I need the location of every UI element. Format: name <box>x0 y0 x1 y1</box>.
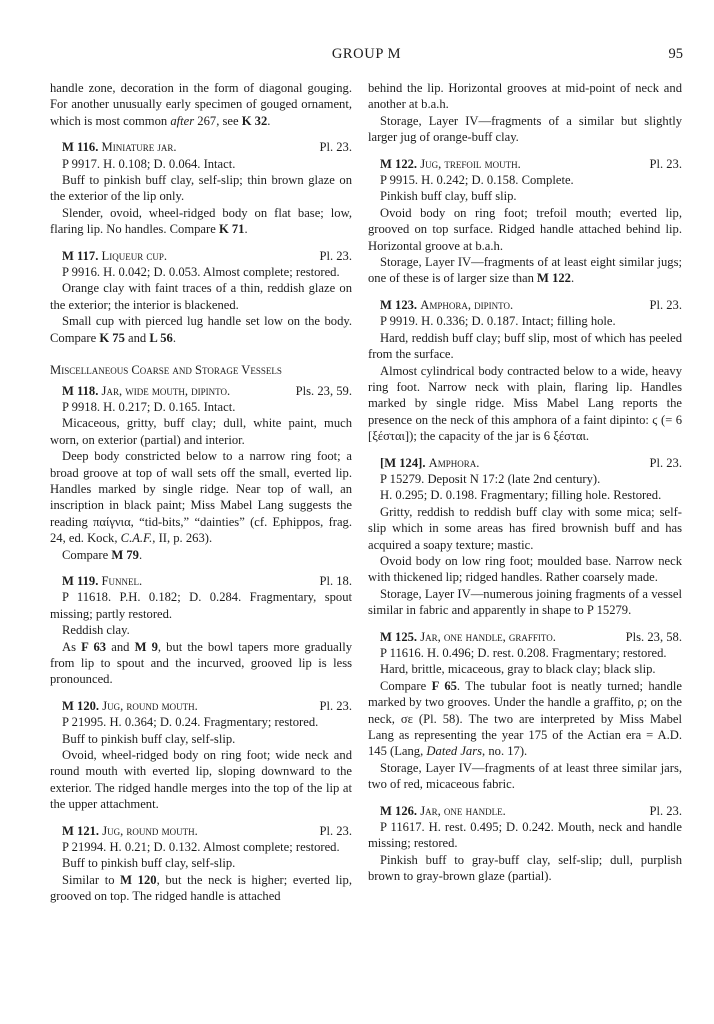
entry-heading: M 125. Jar, one handle, graffito. Pls. 23, 58. <box>380 629 682 644</box>
entry-text: Small cup with pierced lug handle set low on the body. Compare K 75 and L 56. <box>50 314 352 345</box>
entry-text: Storage, Layer IV—fragments of at least three similar jars, two of red, micaceous fabric. <box>368 760 682 792</box>
entry-m126 <box>368 803 682 885</box>
entry-m122 <box>368 156 682 287</box>
entry-m123 <box>368 297 682 445</box>
entry-text: Hard, brittle, micaceous, gray to black clay; black slip. <box>380 662 656 677</box>
entry-text: P 9917. H. 0.108; D. 0.064. Intact. <box>62 156 236 171</box>
entry-text: Buff to pinkish buff clay, self-slip. <box>62 731 236 746</box>
entry-text: Compare M 79. <box>62 547 143 562</box>
entry-text: P 9916. H. 0.042; D. 0.053. Almost complete; restored. <box>62 265 340 280</box>
entry-m118 <box>50 383 352 563</box>
entry-heading: M 117. Liqueur cup. Pl. 23. <box>62 248 352 263</box>
left-column <box>50 80 352 905</box>
entry-text: Buff to pinkish buff clay, self-slip. <box>62 856 236 871</box>
entry-m121 <box>50 823 352 905</box>
entry-text: Orange clay with faint traces of a thin, reddish glaze on the exterior; the interior is blackened. <box>50 281 352 312</box>
entry-text: Ovoid, wheel-ridged body on ring foot; wide neck and round mouth with everted lip, sloping downward to the exterior. The ridged handle merges into the top of the lip at the upper attachment. <box>50 748 352 812</box>
running-head <box>50 46 683 66</box>
entry-text: Almost cylindrical body contracted below to a wide, heavy ring foot. Narrow neck with plain, flaring lip. Handles marked by single ridge. Miss Mabel Lang reports the presence on the neck of this amphora of a faint dipinto: ϛ (= 6 [ξέσται]); the capacity of the jar is 6 ξέσται. <box>368 363 682 444</box>
entry-text: Micaceous, gritty, buff clay; dull, white paint, much worn, on exterior (partial) and interior. <box>50 416 352 447</box>
entry-m117 <box>50 248 352 346</box>
entry-text: P 15279. Deposit N 17:2 (late 2nd century). <box>380 471 601 486</box>
entry-heading: M 122. Jug, trefoil mouth. Pl. 23. <box>380 156 682 171</box>
entry-m124 <box>368 455 682 619</box>
entry-text: Compare F 65. The tubular foot is neatly turned; handle marked by two grooves. Under the handle a graffito, ρ; on the neck, σε (Pl. 58). The two are interpreted by Miss Mabel Lang as representing the year 175 of the Actian era = A.D. 145 (Lang, Dated Jars, no. 17). <box>368 678 682 759</box>
entry-text: P 21994. H. 0.21; D. 0.132. Almost complete; restored. <box>62 840 340 855</box>
entry-m125 <box>368 629 682 793</box>
page-number: 95 <box>668 46 683 62</box>
entry-heading: M 116. Miniature jar. Pl. 23. <box>62 140 352 155</box>
entry-text: P 21995. H. 0.364; D. 0.24. Fragmentary; restored. <box>62 715 319 730</box>
entry-text: Reddish clay. <box>62 623 130 638</box>
entry-text: P 9915. H. 0.242; D. 0.158. Complete. <box>380 173 574 188</box>
entry-text: Deep body constricted below to a narrow ring foot; a broad groove at top of wall sets off the small, everted lip. Handles marked by single ridge. Near top of wall, an inscription in black paint; Miss Mabel Lang suggests the reading παίγνια, “tid-bits,” “dainties” (cf. Ephippos, frag. 24, ed. Kock, C.A.F., II, p. 263). <box>50 449 352 546</box>
section-heading: Miscellaneous Coarse and Storage Vessels <box>50 363 282 378</box>
entry-heading: [M 124]. Amphora. Pl. 23. <box>380 455 682 470</box>
entry-m119 <box>50 573 352 688</box>
entry-text: Pinkish buff to gray-buff clay, self-slip; dull, purplish brown to gray-brown glaze (partial). <box>368 852 682 884</box>
entry-m120 <box>50 698 352 813</box>
entry-text: P 11618. P.H. 0.182; D. 0.284. Fragmentary, spout missing; partly restored. <box>50 590 352 621</box>
entry-heading: M 118. Jar, wide mouth, dipinto. Pls. 23, 59. <box>62 383 352 398</box>
entry-heading: M 123. Amphora, dipinto. Pl. 23. <box>380 297 682 312</box>
entry-text: Similar to M 120, but the neck is higher; everted lip, grooved on top. The ridged handle is attached <box>50 872 352 904</box>
entry-text: H. 0.295; D. 0.198. Fragmentary; filling hole. Restored. <box>380 488 662 503</box>
right-column <box>368 80 682 885</box>
entry-text: Pinkish buff clay, buff slip. <box>380 189 517 204</box>
entry-text: Storage, Layer IV—fragments of a similar but slightly larger jug of orange-buff clay. <box>368 113 682 145</box>
entry-m116 <box>50 139 352 237</box>
entry-text: Buff to pinkish buff clay, self-slip; thin brown glaze on the exterior of the lip only. <box>50 173 352 204</box>
entry-text: P 11616. H. 0.496; D. rest. 0.208. Fragmentary; restored. <box>380 646 667 660</box>
entry-heading: M 119. Funnel. Pl. 18. <box>62 573 352 588</box>
entry-text: Ovoid body on low ring foot; moulded base. Narrow neck with thickened lip; ridged handles. Rather coarsely made. <box>368 553 682 585</box>
entry-text: Storage, Layer IV—numerous joining fragments of a vessel similar in fabric and apparently in shape to P 15279. <box>368 586 682 618</box>
entry-text: Gritty, reddish to reddish buff clay with some mica; self-slip which in some areas has fired brownish buff and has acquired a soapy texture; mastic. <box>368 504 682 552</box>
entry-text: behind the lip. Horizontal grooves at mid-point of neck and another at b.a.h. <box>368 81 682 112</box>
entry-text: Slender, ovoid, wheel-ridged body on flat base; low, flaring lip. No handles. Compare K 71. <box>50 205 352 237</box>
intro-paragraph: handle zone, decoration in the form of diagonal gouging. For another unusually early specimen of gouged ornament, which is most common after 267, see K 32. <box>50 81 352 128</box>
entry-text: Hard, reddish buff clay; buff slip, most of which has peeled from the surface. <box>368 330 682 362</box>
entry-heading: M 126. Jar, one handle. Pl. 23. <box>380 803 682 818</box>
entry-text: As F 63 and M 9, but the bowl tapers more gradually from lip to spout and the incurved, grooved lip is less pronounced. <box>50 639 352 687</box>
entry-text: P 9918. H. 0.217; D. 0.165. Intact. <box>62 399 236 414</box>
entry-text: Ovoid body on ring foot; trefoil mouth; everted lip, grooved on top surface. Ridged handle attached behind lip. Horizontal groove at b.a.h. <box>368 205 682 253</box>
entry-text: P 11617. H. rest. 0.495; D. 0.242. Mouth, neck and handle missing; restored. <box>368 820 682 851</box>
page-title: GROUP M <box>331 46 402 62</box>
entry-text: P 9919. H. 0.336; D. 0.187. Intact; filling hole. <box>380 314 616 329</box>
entry-heading: M 120. Jug, round mouth. Pl. 23. <box>62 698 352 713</box>
entry-text: Storage, Layer IV—fragments of at least eight similar jugs; one of these is of larger size than M 122. <box>368 255 682 286</box>
entry-heading: M 121. Jug, round mouth. Pl. 23. <box>62 823 352 838</box>
